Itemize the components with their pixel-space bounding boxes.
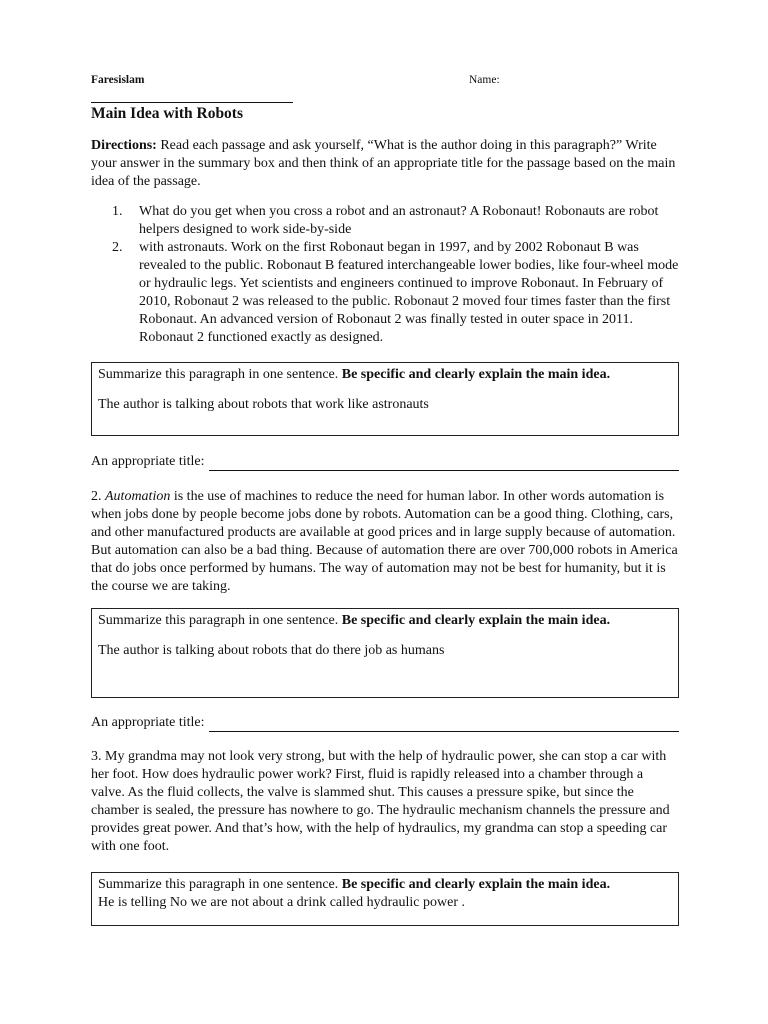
name-label: Name: [469,74,500,86]
summary-box-1[interactable] [91,362,679,436]
passage2-text: is the use of machines to reduce the need for human labor. In other words automation is when jobs done by people become jobs done by robots. Automation can be a good thing. Clothing, cars, and other manufactured products are available at good prices and in large supply because of automation. But automation can also be a bad thing. Because of automation there are over 700,000 robots in America that do jobs once performed by humans. The way of automation may not be best for humanity, but it is the course we are taking. [91,489,678,594]
title-blank-2[interactable] [209,717,679,732]
directions-text: Read each passage and ask yourself, “What is the author doing in this paragraph?” Write your answer in the summary box and then think of an appropriate title for the passage based on the main idea of the passage. [91,138,676,189]
summary-box-3[interactable] [91,872,679,926]
list-number: 1. [112,204,123,219]
list-number: 2. [112,240,123,255]
title-rule [91,102,293,103]
passage2-term: Automation [105,489,171,504]
directions-label: Directions: [91,138,157,153]
summary-prompt [98,876,672,894]
summary-prompt-bold: Be specific and clearly explain the main idea. [341,613,611,628]
list-item [91,203,679,239]
passage2-number: 2. [91,489,105,504]
header-row [91,72,679,90]
title-blank-1[interactable] [209,456,679,471]
author-name: Faresislam [91,74,145,86]
summary-answer-2[interactable]: The author is talking about robots that do there job as humans [98,643,445,658]
passage1-list [91,203,679,347]
title-line-2 [91,714,679,732]
worksheet-title: Main Idea with Robots [91,105,244,122]
list-item [91,239,679,347]
worksheet-page [91,72,679,926]
list-text: What do you get when you cross a robot and an astronaut? A Robonaut! Robonauts are robot helpers designed to work side-by-side [139,204,659,237]
summary-prompt [98,366,672,384]
summary-box-2[interactable] [91,608,679,698]
summary-prompt-text: Summarize this paragraph in one sentence. [98,877,342,892]
title-line-1 [91,453,679,471]
summary-prompt [98,612,672,630]
directions [91,137,679,191]
summary-prompt-bold: Be specific and clearly explain the main idea. [341,367,611,382]
summary-answer-3[interactable]: He is telling No we are not about a drink called hydraulic power . [98,895,465,910]
passage-2 [91,488,679,596]
summary-prompt-text: Summarize this paragraph in one sentence. [98,367,342,382]
title-label: An appropriate title: [91,715,205,730]
summary-prompt-text: Summarize this paragraph in one sentence. [98,613,342,628]
title-label: An appropriate title: [91,454,205,469]
summary-answer-1[interactable]: The author is talking about robots that work like astronauts [98,397,429,412]
list-text: with astronauts. Work on the first Robonaut began in 1997, and by 2002 Robonaut B was revealed to the public. Robonaut B featured interchangeable lower bodies, like four-wheel mode or hydraulic legs. Yet scientists and engineers continued to improve Robonaut. In February of 2010, Robonaut 2 was released to the public. Robonaut 2 moved four times faster than the first Robonaut. An advanced version of Robonaut 2 was finally tested in outer space in 2011. Robonaut 2 functioned exactly as designed. [139,240,679,345]
summary-prompt-bold: Be specific and clearly explain the main idea. [341,877,611,892]
passage-3: 3. My grandma may not look very strong, but with the help of hydraulic power, she can stop a car with her foot. How does hydraulic power work? First, fluid is rapidly released into a chamber through a valve. As the fluid collects, the valve is slammed shut. This causes a pressure spike, but since the chamber is sealed, the pressure has nowhere to go. The hydraulic mechanism channels the pressure and provides great power. And that’s how, with the help of hydraulics, my grandma can stop a speeding car with one foot. [91,749,670,854]
